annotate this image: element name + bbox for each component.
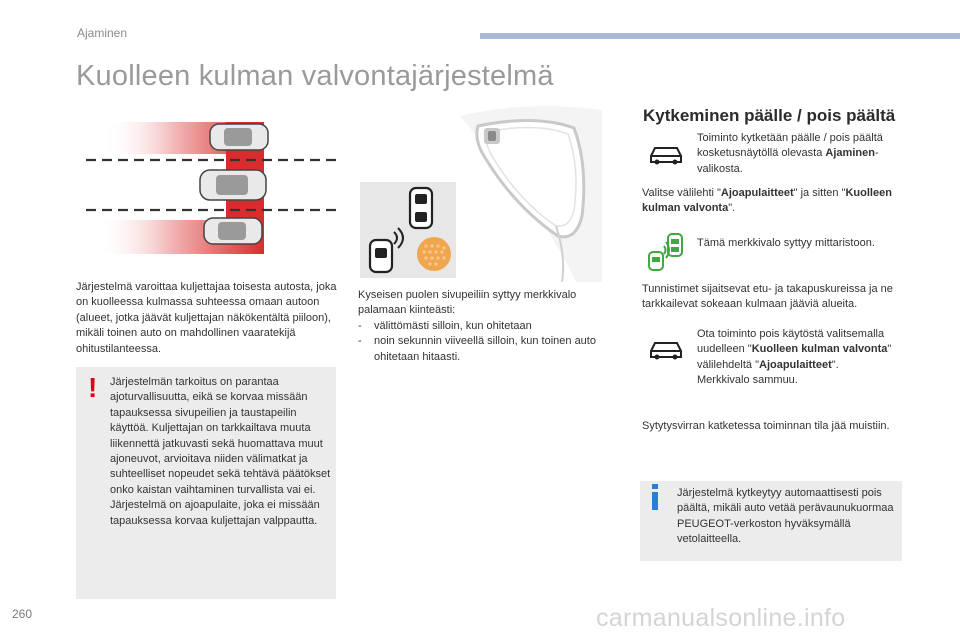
blind-spot-zones-illustration	[76, 118, 338, 256]
list-item: - noin sekunnin viiveellä silloin, kun toinen auto ohitetaan hitaasti.	[358, 335, 596, 363]
warning-paragraph-1: Järjestelmän tarkoitus on parantaa ajoturvallisuutta, eikä se korvaa missään tapauksessa sivupeilien ja taustapeilin käyttöä. Kuljettajan on tarkkailtava muuta liikennettä jatkuvasti sekä huomattava muut ajoneuvot, arvioitava niiden välimatkat ja suhteelliset nopeudet sekä tehtävä päätökset onko kaistan vaihtaminen turvallista vai ei.	[110, 376, 331, 496]
watermark: carmanualsonline.info	[596, 604, 846, 632]
activation-text: Toiminto kytketään päälle / pois päältä kosketusnäytöllä olevasta Ajaminen-valikosta.	[697, 132, 883, 175]
mirror-text: Kyseisen puolen sivupeiliin syttyy merkkivalo palamaan kiinteästi:	[358, 289, 577, 317]
own-car-icon	[370, 240, 392, 272]
warning-paragraph-2: Järjestelmä on ajoapulaite, joka ei missään tapauksessa korvaa kuljettajan valppautta.	[110, 499, 320, 527]
page-title: Kuolleen kulman valvontajärjestelmä	[76, 60, 554, 92]
list-item: - välittömästi silloin, kun ohitetaan	[358, 319, 532, 332]
header-rule	[480, 33, 960, 39]
lamp-text: Tämä merkkivalo syttyy mittaristoon.	[697, 237, 875, 249]
blind-spot-warning-lamp-icon	[644, 230, 688, 274]
mirror-description	[358, 288, 618, 365]
select-tab-text: Valitse välilehti "Ajoapulaitteet" ja sitten "Kuolleen kulman valvonta".	[642, 187, 892, 215]
memory-text: Sytytysvirran katketessa toiminnan tila jää muistiin.	[642, 420, 890, 432]
section-label: Ajaminen	[77, 26, 128, 40]
car-icon-top	[210, 124, 268, 150]
side-mirror-illustration	[456, 106, 606, 286]
mirror-indicator-icon	[488, 131, 496, 141]
car-icon-bottom	[204, 218, 262, 244]
warning-icon: !	[88, 372, 98, 403]
page-number: 260	[12, 607, 33, 621]
sensors-text: Tunnistimet sijaitsevat etu- ja takapuskureissa ja ne tarkkailevat sokeaan kulmaan jääviä alueita.	[642, 283, 893, 311]
detected-car-icon	[410, 188, 432, 228]
car-menu-icon	[648, 144, 684, 166]
intro-paragraph: Järjestelmä varoittaa kuljettajaa toisesta autosta, joka on kuolleessa kulmassa suhteessa omaan autoon (alueet, jotka jäävät kuljettajan näkökentältä piiloon), mikäli toinen auto on mahdollinen vaaratekijä ohitustilanteessa.	[76, 281, 337, 355]
car-menu-icon-2	[648, 339, 684, 361]
deactivation-text: Ota toiminto pois käytöstä valitsemalla uudelleen "Kuolleen kulman valvonta" välilehdeltä "Ajoapulaitteet". Merkkivalo sammuu.	[697, 328, 892, 387]
car-icon-middle	[200, 170, 266, 200]
info-icon	[650, 484, 660, 510]
warning-lamp-icon	[416, 236, 452, 272]
section-title: Kytkeminen päälle / pois päältä	[643, 106, 896, 125]
warning-text	[110, 375, 332, 529]
info-text: Järjestelmä kytkeytyy automaattisesti pois päältä, mikäli auto vetää perävaunukuormaa PEUGEOT-verkoston hyväksymällä vetolaitteella.	[677, 487, 894, 546]
